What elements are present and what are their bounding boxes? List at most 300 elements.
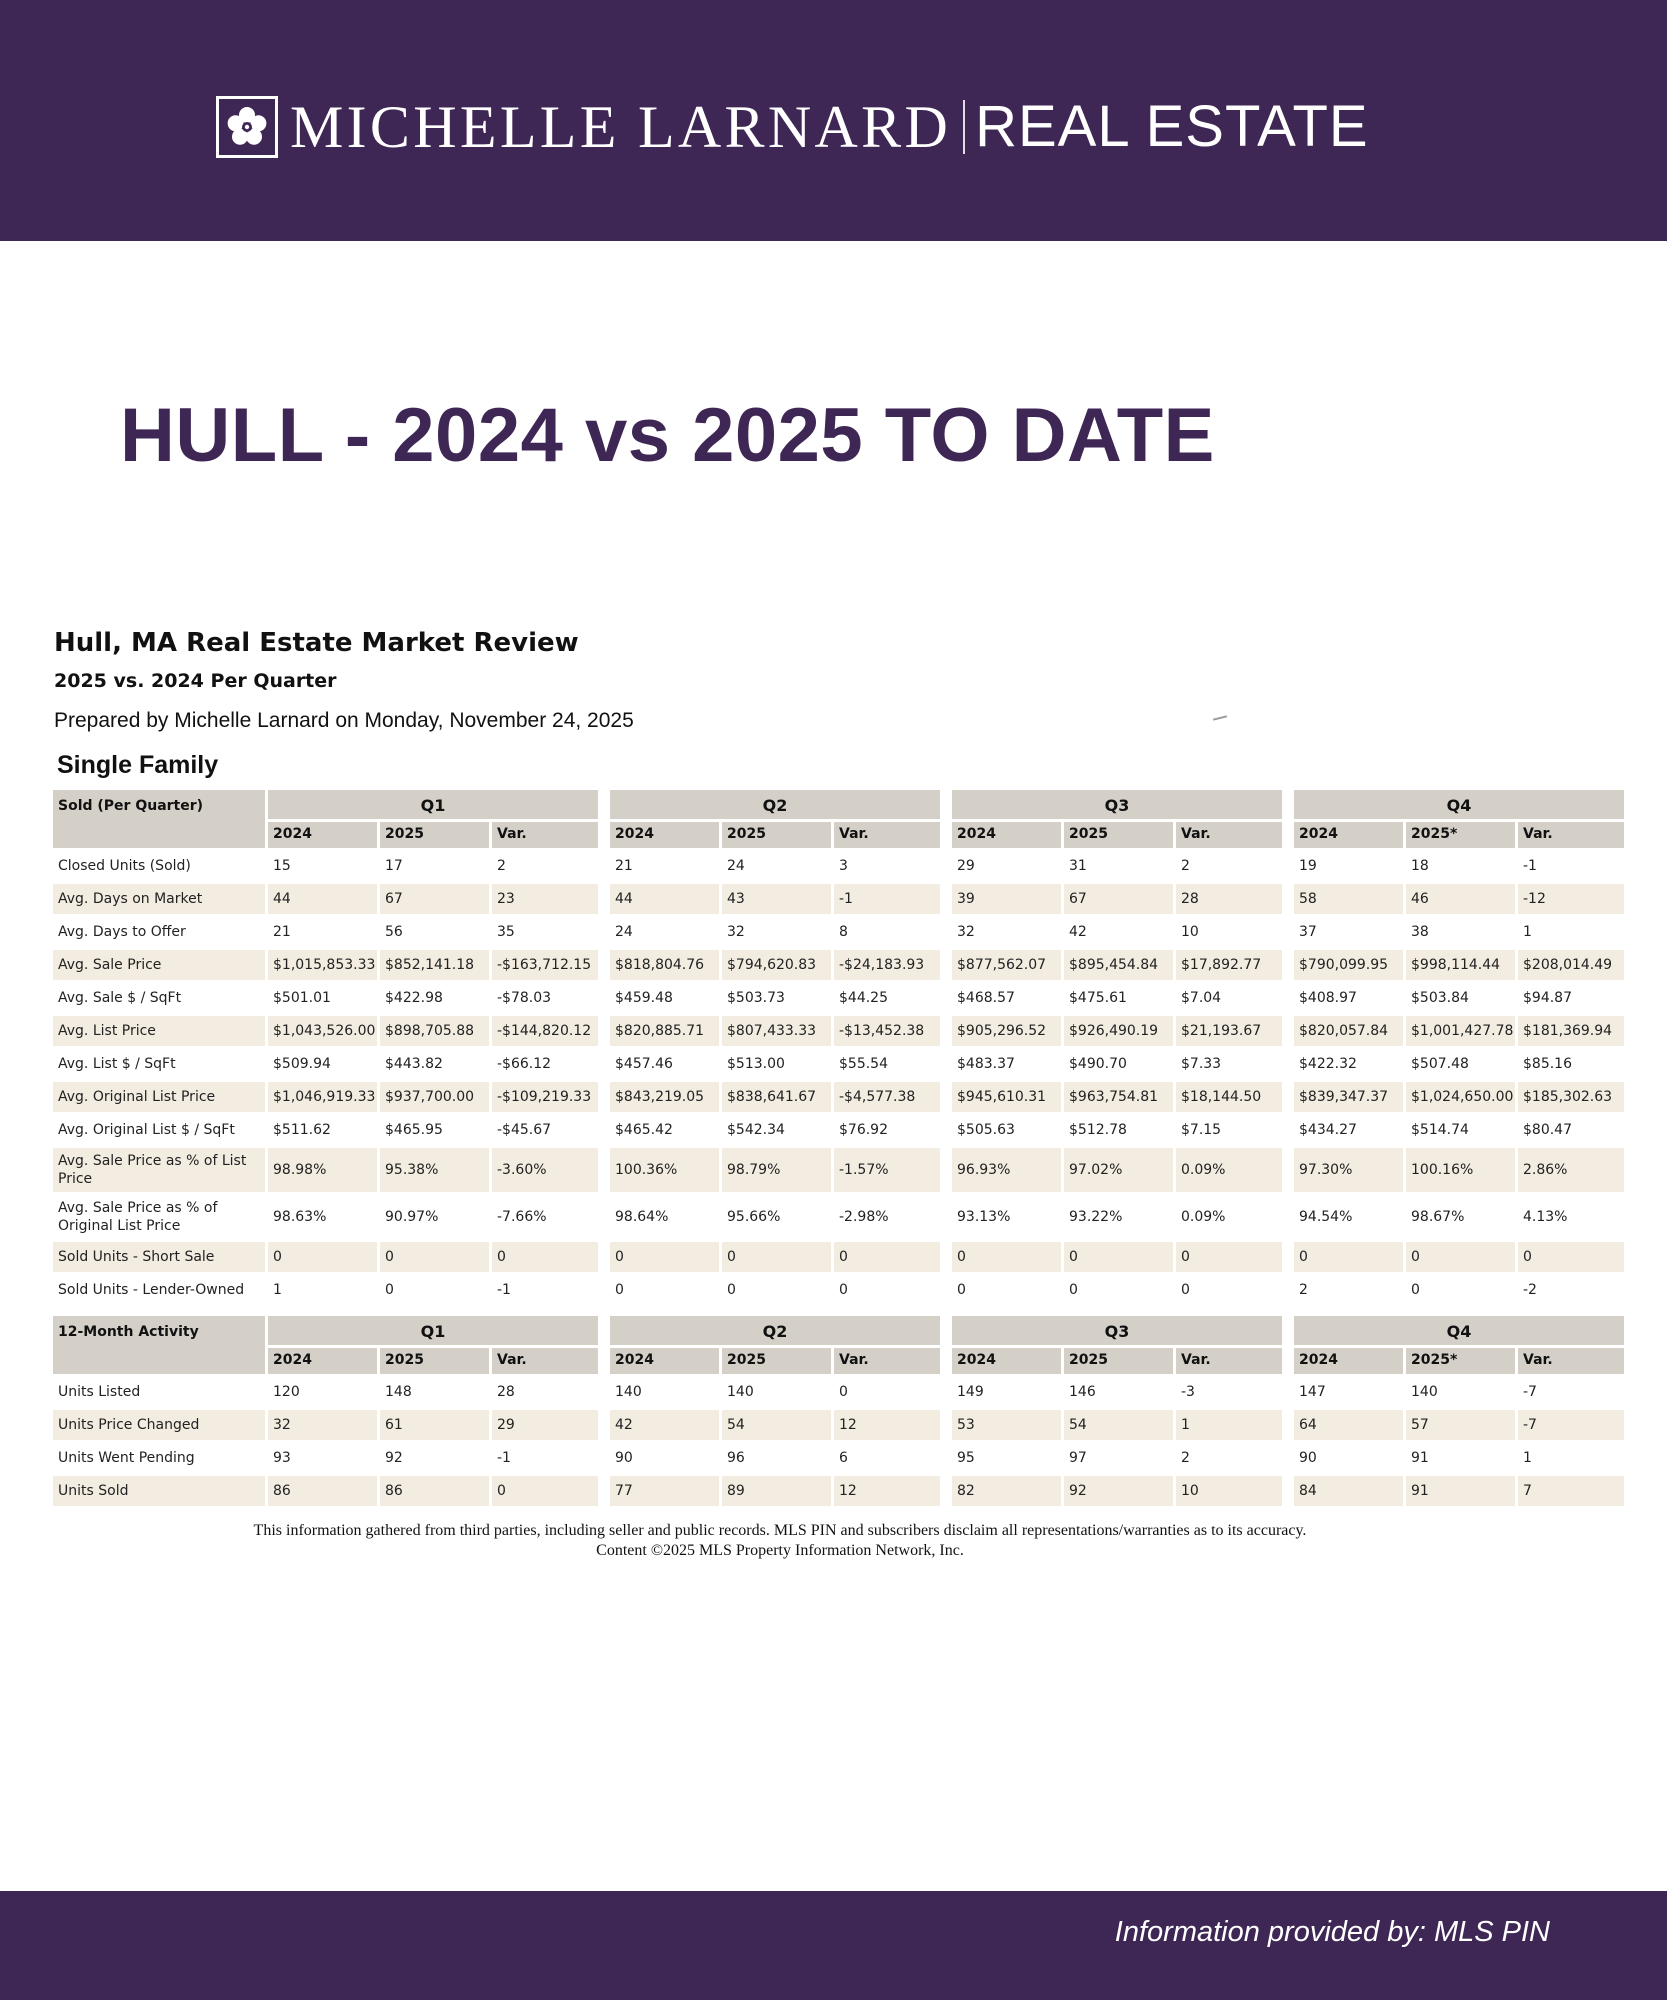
table-cell: 54 bbox=[1064, 1410, 1173, 1440]
table-cell: 31 bbox=[1069, 858, 1087, 874]
report-title: Hull, MA Real Estate Market Review bbox=[54, 628, 579, 658]
table-row bbox=[53, 1195, 1624, 1239]
table-cell: $17,892.77 bbox=[1176, 950, 1282, 980]
table-cell: $807,433.33 bbox=[722, 1016, 831, 1046]
column-gap bbox=[1285, 950, 1291, 980]
column-gap bbox=[601, 884, 607, 914]
table-cell: 0 bbox=[492, 1476, 598, 1506]
row-label: Avg. Sale Price as % of Original List Price bbox=[58, 1200, 218, 1234]
table-cell: $185,302.63 bbox=[1518, 1082, 1624, 1112]
table-cell: 61 bbox=[380, 1410, 489, 1440]
column-gap bbox=[1285, 1316, 1291, 1374]
table-row bbox=[53, 1115, 1624, 1145]
table-cell: 93.22% bbox=[1069, 1209, 1123, 1225]
section-title: Single Family bbox=[57, 751, 219, 779]
table-cell: 19 bbox=[1299, 858, 1317, 874]
column-gap bbox=[1285, 790, 1291, 848]
table-cell: 82 bbox=[952, 1476, 1061, 1506]
table-cell: 38 bbox=[1411, 924, 1429, 940]
table-header-row bbox=[53, 1316, 1624, 1345]
column-gap bbox=[943, 1316, 949, 1374]
table-cell: $7.33 bbox=[1181, 1056, 1222, 1072]
table-cell: 148 bbox=[385, 1384, 412, 1400]
table-cell: 2 bbox=[1299, 1282, 1308, 1298]
table-cell: -$13,452.38 bbox=[834, 1016, 940, 1046]
table-cell: 10 bbox=[1181, 924, 1199, 940]
table-cell: 120 bbox=[273, 1384, 300, 1400]
table-cell: $895,454.84 bbox=[1064, 950, 1173, 980]
table-cell: 2 bbox=[1181, 1450, 1190, 1466]
table-cell: 28 bbox=[497, 1384, 515, 1400]
table-cell: 44 bbox=[268, 884, 377, 914]
column-gap bbox=[943, 1242, 949, 1272]
row-label: Units Went Pending bbox=[58, 1450, 195, 1466]
table-cell: $1,043,526.00 bbox=[268, 1016, 377, 1046]
year-header: 2024 bbox=[1294, 1348, 1403, 1374]
column-gap bbox=[943, 917, 949, 947]
table-cell: 43 bbox=[722, 884, 831, 914]
table-cell: 98.64% bbox=[615, 1209, 669, 1225]
table-row bbox=[53, 1016, 1624, 1046]
column-gap bbox=[943, 884, 949, 914]
table-cell: 28 bbox=[1176, 884, 1282, 914]
table-cell: 2 bbox=[1181, 858, 1190, 874]
column-gap bbox=[601, 1316, 607, 1374]
table-cell: 46 bbox=[1406, 884, 1515, 914]
table-cell: 98.67% bbox=[1411, 1209, 1465, 1225]
table-cell: $94.87 bbox=[1523, 990, 1572, 1006]
table-row bbox=[53, 1049, 1624, 1079]
table-row bbox=[53, 983, 1624, 1013]
table-cell: 42 bbox=[610, 1410, 719, 1440]
table-cell: -$163,712.15 bbox=[492, 950, 598, 980]
table-cell: 23 bbox=[492, 884, 598, 914]
report-prepared-by: Prepared by Michelle Larnard on Monday, November 24, 2025 bbox=[54, 709, 634, 732]
column-gap bbox=[601, 1242, 607, 1272]
column-gap bbox=[601, 1476, 607, 1506]
logo-suffix: REAL ESTATE bbox=[975, 94, 1369, 159]
table-cell: $945,610.31 bbox=[952, 1082, 1061, 1112]
table-row bbox=[53, 1443, 1624, 1473]
column-gap bbox=[1285, 917, 1291, 947]
table-cell: 146 bbox=[1069, 1384, 1096, 1400]
table-cell: 97 bbox=[1069, 1450, 1087, 1466]
table-cell: 1 bbox=[1523, 1450, 1532, 1466]
table-cell: 0.09% bbox=[1176, 1148, 1282, 1192]
year-header: 2025 bbox=[380, 1348, 489, 1374]
page-title: HULL - 2024 vs 2025 TO DATE bbox=[120, 393, 1215, 478]
table-cell: $839,347.37 bbox=[1294, 1082, 1403, 1112]
table-cell: 100.36% bbox=[610, 1148, 719, 1192]
table-cell: 24 bbox=[727, 858, 745, 874]
year-header: 2025 bbox=[380, 822, 489, 848]
table-cell: 97.02% bbox=[1064, 1148, 1173, 1192]
column-gap bbox=[601, 1443, 607, 1473]
table-cell: 1 bbox=[1176, 1410, 1282, 1440]
column-gap bbox=[601, 1410, 607, 1440]
column-gap bbox=[1285, 1016, 1291, 1046]
table-cell: -1 bbox=[497, 1450, 511, 1466]
column-gap bbox=[943, 1148, 949, 1192]
table-cell: 37 bbox=[1299, 924, 1317, 940]
year-header: 2024 bbox=[268, 1348, 377, 1374]
report-subtitle: 2025 vs. 2024 Per Quarter bbox=[54, 670, 337, 692]
header-band bbox=[0, 0, 1667, 241]
column-gap bbox=[1285, 1049, 1291, 1079]
table-cell: $55.54 bbox=[839, 1056, 888, 1072]
table-cell: 147 bbox=[1299, 1384, 1326, 1400]
table-cell: $963,754.81 bbox=[1064, 1082, 1173, 1112]
table-cell: 39 bbox=[952, 884, 1061, 914]
table-cell: $514.74 bbox=[1411, 1122, 1469, 1138]
table-cell: 95.38% bbox=[380, 1148, 489, 1192]
column-gap bbox=[601, 1275, 607, 1305]
table-cell: 98.63% bbox=[273, 1209, 327, 1225]
table-cell: $513.00 bbox=[727, 1056, 785, 1072]
table-cell: -7 bbox=[1518, 1410, 1624, 1440]
table-cell: $434.27 bbox=[1299, 1122, 1357, 1138]
column-gap bbox=[601, 1115, 607, 1145]
table-cell: 0 bbox=[268, 1242, 377, 1272]
table-cell: 92 bbox=[1064, 1476, 1173, 1506]
table-cell: 24 bbox=[615, 924, 633, 940]
table-cell: $794,620.83 bbox=[722, 950, 831, 980]
table-cell: $501.01 bbox=[273, 990, 331, 1006]
year-header: Var. bbox=[834, 1348, 940, 1374]
table-cell: 100.16% bbox=[1406, 1148, 1515, 1192]
table-cell: $1,001,427.78 bbox=[1406, 1016, 1515, 1046]
table-cell: 42 bbox=[1069, 924, 1087, 940]
quarter-header: Q1 bbox=[268, 1316, 598, 1345]
year-header: 2024 bbox=[268, 822, 377, 848]
stray-mark bbox=[1213, 715, 1227, 720]
table-cell: 21 bbox=[615, 858, 633, 874]
table-row bbox=[53, 851, 1624, 881]
table-cell: $181,369.94 bbox=[1518, 1016, 1624, 1046]
table-cell: $509.94 bbox=[273, 1056, 331, 1072]
table-cell: 94.54% bbox=[1299, 1209, 1353, 1225]
table-cell: -12 bbox=[1518, 884, 1624, 914]
table-cell: 91 bbox=[1406, 1476, 1515, 1506]
table-cell: 32 bbox=[957, 924, 975, 940]
table-cell: -3.60% bbox=[492, 1148, 598, 1192]
table-cell: 12 bbox=[834, 1476, 940, 1506]
flower-emblem-icon bbox=[216, 96, 278, 158]
column-gap bbox=[1285, 1476, 1291, 1506]
year-header: 2025 bbox=[1064, 822, 1173, 848]
table-cell: 35 bbox=[497, 924, 515, 940]
table-cell: 90 bbox=[615, 1450, 633, 1466]
table-cell: $1,024,650.00 bbox=[1406, 1082, 1515, 1112]
table-cell: 0 bbox=[1176, 1242, 1282, 1272]
quarter-header: Q4 bbox=[1294, 790, 1624, 819]
column-gap bbox=[1285, 1082, 1291, 1112]
table-cell: 0 bbox=[839, 1282, 848, 1298]
table-cell: -$109,219.33 bbox=[492, 1082, 598, 1112]
table-cell: 1 bbox=[1523, 924, 1532, 940]
table-cell: 96 bbox=[727, 1450, 745, 1466]
table-cell: 44 bbox=[610, 884, 719, 914]
table-cell: 91 bbox=[1411, 1450, 1429, 1466]
year-header: 2025 bbox=[722, 822, 831, 848]
year-header: 2024 bbox=[610, 822, 719, 848]
table-cell: $1,015,853.33 bbox=[268, 950, 377, 980]
row-label: Avg. Days on Market bbox=[53, 884, 265, 914]
table-row bbox=[53, 1476, 1624, 1506]
table-cell: 2 bbox=[497, 858, 506, 874]
table-cell: -$24,183.93 bbox=[834, 950, 940, 980]
year-header: 2025* bbox=[1406, 822, 1515, 848]
table-header-row bbox=[53, 790, 1624, 819]
table-cell: $457.46 bbox=[615, 1056, 673, 1072]
table-cell: $18,144.50 bbox=[1176, 1082, 1282, 1112]
table-cell: $998,114.44 bbox=[1406, 950, 1515, 980]
footer-source: Information provided by: MLS PIN bbox=[1114, 1916, 1550, 1948]
table-cell: -1 bbox=[497, 1282, 511, 1298]
table-cell: 57 bbox=[1406, 1410, 1515, 1440]
table-cell: 17 bbox=[385, 858, 403, 874]
table-cell: 140 bbox=[1411, 1384, 1438, 1400]
column-gap bbox=[943, 1049, 949, 1079]
table-cell: $468.57 bbox=[957, 990, 1015, 1006]
year-header: 2025 bbox=[722, 1348, 831, 1374]
table-cell: $852,141.18 bbox=[380, 950, 489, 980]
row-label: Units Listed bbox=[58, 1384, 141, 1400]
table-cell: 21 bbox=[273, 924, 291, 940]
table-cell: $926,490.19 bbox=[1064, 1016, 1173, 1046]
logo-name: MICHELLE LARNARD bbox=[290, 94, 952, 160]
table-row bbox=[53, 1082, 1624, 1112]
column-gap bbox=[943, 1476, 949, 1506]
table-cell: $511.62 bbox=[273, 1122, 331, 1138]
table-cell: 54 bbox=[722, 1410, 831, 1440]
table-cell: $44.25 bbox=[839, 990, 888, 1006]
row-label: Avg. List $ / SqFt bbox=[58, 1056, 176, 1072]
column-gap bbox=[601, 1049, 607, 1079]
column-gap bbox=[1285, 1115, 1291, 1145]
table-cell: 96.93% bbox=[952, 1148, 1061, 1192]
row-label: Closed Units (Sold) bbox=[58, 858, 191, 874]
table-cell: 86 bbox=[380, 1476, 489, 1506]
table-cell: 149 bbox=[957, 1384, 984, 1400]
table-cell: 0 bbox=[610, 1242, 719, 1272]
table-cell: 64 bbox=[1294, 1410, 1403, 1440]
table-cell: $208,014.49 bbox=[1518, 950, 1624, 980]
table-cell: -$144,820.12 bbox=[492, 1016, 598, 1046]
table-cell: -3 bbox=[1181, 1384, 1195, 1400]
column-gap bbox=[1285, 851, 1291, 881]
table-cell: 0 bbox=[727, 1282, 736, 1298]
table-cell: 0 bbox=[1411, 1282, 1420, 1298]
table-cell: 98.98% bbox=[268, 1148, 377, 1192]
year-header: Var. bbox=[1518, 1348, 1624, 1374]
column-gap bbox=[943, 1115, 949, 1145]
brand-logo bbox=[216, 96, 1369, 158]
table-cell: 2.86% bbox=[1518, 1148, 1624, 1192]
table-cell: -$66.12 bbox=[497, 1056, 552, 1072]
table-cell: $422.32 bbox=[1299, 1056, 1357, 1072]
table-cell: 97.30% bbox=[1294, 1148, 1403, 1192]
table-cell: 90 bbox=[1299, 1450, 1317, 1466]
table-cell: 92 bbox=[385, 1450, 403, 1466]
table-cell: 140 bbox=[727, 1384, 754, 1400]
table-cell: 29 bbox=[492, 1410, 598, 1440]
table-cell: 86 bbox=[268, 1476, 377, 1506]
table-cell: 0 bbox=[1181, 1282, 1190, 1298]
row-label: Units Sold bbox=[53, 1476, 265, 1506]
table-cell: 95.66% bbox=[727, 1209, 781, 1225]
quarter-header: Q2 bbox=[610, 790, 940, 819]
table-cell: -1 bbox=[1523, 858, 1537, 874]
column-gap bbox=[943, 851, 949, 881]
year-header: 2025 bbox=[1064, 1348, 1173, 1374]
row-label: Avg. Original List Price bbox=[53, 1082, 265, 1112]
row-label: Avg. List Price bbox=[53, 1016, 265, 1046]
table-row bbox=[53, 1377, 1624, 1407]
twelve-month-activity-table bbox=[50, 1313, 1627, 1509]
year-header: Var. bbox=[492, 1348, 598, 1374]
table-cell: 0 bbox=[380, 1242, 489, 1272]
row-label: Avg. Sale Price bbox=[53, 950, 265, 980]
table-cell: 7 bbox=[1518, 1476, 1624, 1506]
table-cell: -$78.03 bbox=[497, 990, 552, 1006]
table-cell: 32 bbox=[727, 924, 745, 940]
column-gap bbox=[601, 790, 607, 848]
table-cell: $7.15 bbox=[1181, 1122, 1222, 1138]
disclaimer: This information gathered from third parties, including seller and public records. MLS PIN and subscribers disclaim all representations/warranties as to its accuracy. Content ©2025 MLS Property Information Network, Inc. bbox=[253, 1522, 1307, 1559]
table-cell: $905,296.52 bbox=[952, 1016, 1061, 1046]
column-gap bbox=[943, 1377, 949, 1407]
table-cell: 0 bbox=[385, 1282, 394, 1298]
quarter-header: Q1 bbox=[268, 790, 598, 819]
table-cell: 98.79% bbox=[722, 1148, 831, 1192]
logo-divider bbox=[963, 100, 965, 154]
column-gap bbox=[1285, 1443, 1291, 1473]
quarter-header: Q3 bbox=[952, 1316, 1282, 1345]
table-cell: $7.04 bbox=[1181, 990, 1222, 1006]
table-cell: 67 bbox=[1064, 884, 1173, 914]
table-cell: -$45.67 bbox=[497, 1122, 552, 1138]
column-gap bbox=[1285, 1410, 1291, 1440]
table-cell: -$4,577.38 bbox=[834, 1082, 940, 1112]
table-row bbox=[53, 1410, 1624, 1440]
table-cell: 0 bbox=[957, 1282, 966, 1298]
year-header: 2024 bbox=[610, 1348, 719, 1374]
table-cell: $505.63 bbox=[957, 1122, 1015, 1138]
column-gap bbox=[601, 1082, 607, 1112]
column-gap bbox=[943, 1275, 949, 1305]
table-cell: 0 bbox=[722, 1242, 831, 1272]
table-cell: $937,700.00 bbox=[380, 1082, 489, 1112]
table-cell: -7 bbox=[1523, 1384, 1537, 1400]
table-cell: 0.09% bbox=[1181, 1209, 1226, 1225]
table-cell: 140 bbox=[615, 1384, 642, 1400]
table-cell: 3 bbox=[839, 858, 848, 874]
quarter-header: Q4 bbox=[1294, 1316, 1624, 1345]
column-gap bbox=[601, 1148, 607, 1192]
table-cell: 84 bbox=[1294, 1476, 1403, 1506]
table-row bbox=[53, 917, 1624, 947]
table-cell: $818,804.76 bbox=[610, 950, 719, 980]
table-cell: 0 bbox=[1069, 1282, 1078, 1298]
table-cell: 1 bbox=[273, 1282, 282, 1298]
table-cell: 93.13% bbox=[957, 1209, 1011, 1225]
table-cell: $820,885.71 bbox=[610, 1016, 719, 1046]
column-gap bbox=[1285, 1242, 1291, 1272]
table-cell: 0 bbox=[1406, 1242, 1515, 1272]
table-cell: 32 bbox=[268, 1410, 377, 1440]
year-header: Var. bbox=[834, 822, 940, 848]
year-header: Var. bbox=[1176, 822, 1282, 848]
quarter-header: Q3 bbox=[952, 790, 1282, 819]
table-row bbox=[53, 950, 1624, 980]
table-cell: $838,641.67 bbox=[722, 1082, 831, 1112]
table-cell: 0 bbox=[1518, 1242, 1624, 1272]
column-gap bbox=[1285, 884, 1291, 914]
table-row bbox=[53, 1242, 1624, 1272]
table-cell: $542.34 bbox=[727, 1122, 785, 1138]
table-corner-label: Sold (Per Quarter) bbox=[53, 790, 265, 848]
table-cell: $21,193.67 bbox=[1176, 1016, 1282, 1046]
table-row bbox=[53, 1275, 1624, 1305]
column-gap bbox=[943, 1443, 949, 1473]
column-gap bbox=[601, 851, 607, 881]
table-cell: -2 bbox=[1523, 1282, 1537, 1298]
column-gap bbox=[601, 983, 607, 1013]
column-gap bbox=[601, 917, 607, 947]
table-cell: 0 bbox=[834, 1242, 940, 1272]
year-header: Var. bbox=[1518, 822, 1624, 848]
column-gap bbox=[601, 1377, 607, 1407]
table-cell: $820,057.84 bbox=[1294, 1016, 1403, 1046]
column-gap bbox=[601, 1195, 607, 1239]
column-gap bbox=[943, 1016, 949, 1046]
year-header: Var. bbox=[1176, 1348, 1282, 1374]
table-cell: $80.47 bbox=[1523, 1122, 1572, 1138]
table-cell: $459.48 bbox=[615, 990, 673, 1006]
table-cell: $76.92 bbox=[839, 1122, 888, 1138]
row-label: Sold Units - Short Sale bbox=[53, 1242, 265, 1272]
table-cell: $85.16 bbox=[1523, 1056, 1572, 1072]
table-cell: 0 bbox=[492, 1242, 598, 1272]
column-gap bbox=[943, 983, 949, 1013]
table-cell: 18 bbox=[1411, 858, 1429, 874]
table-cell: $512.78 bbox=[1069, 1122, 1127, 1138]
column-gap bbox=[943, 1195, 949, 1239]
table-cell: -1.57% bbox=[834, 1148, 940, 1192]
year-header: 2024 bbox=[1294, 822, 1403, 848]
table-cell: $790,099.95 bbox=[1294, 950, 1403, 980]
quarter-header: Q2 bbox=[610, 1316, 940, 1345]
table-cell: 4.13% bbox=[1523, 1209, 1568, 1225]
table-row bbox=[53, 884, 1624, 914]
year-header: 2025* bbox=[1406, 1348, 1515, 1374]
table-cell: 0 bbox=[839, 1384, 848, 1400]
table-cell: $422.98 bbox=[385, 990, 443, 1006]
table-cell: $898,705.88 bbox=[380, 1016, 489, 1046]
table-cell: 29 bbox=[957, 858, 975, 874]
table-cell: $465.95 bbox=[385, 1122, 443, 1138]
column-gap bbox=[1285, 1275, 1291, 1305]
table-cell: 0 bbox=[952, 1242, 1061, 1272]
table-cell: 90.97% bbox=[385, 1209, 439, 1225]
table-cell: $443.82 bbox=[385, 1056, 443, 1072]
table-cell: $408.97 bbox=[1299, 990, 1357, 1006]
table-cell: 67 bbox=[380, 884, 489, 914]
year-header: Var. bbox=[492, 822, 598, 848]
table-cell: -1 bbox=[834, 884, 940, 914]
table-cell: $503.84 bbox=[1411, 990, 1469, 1006]
